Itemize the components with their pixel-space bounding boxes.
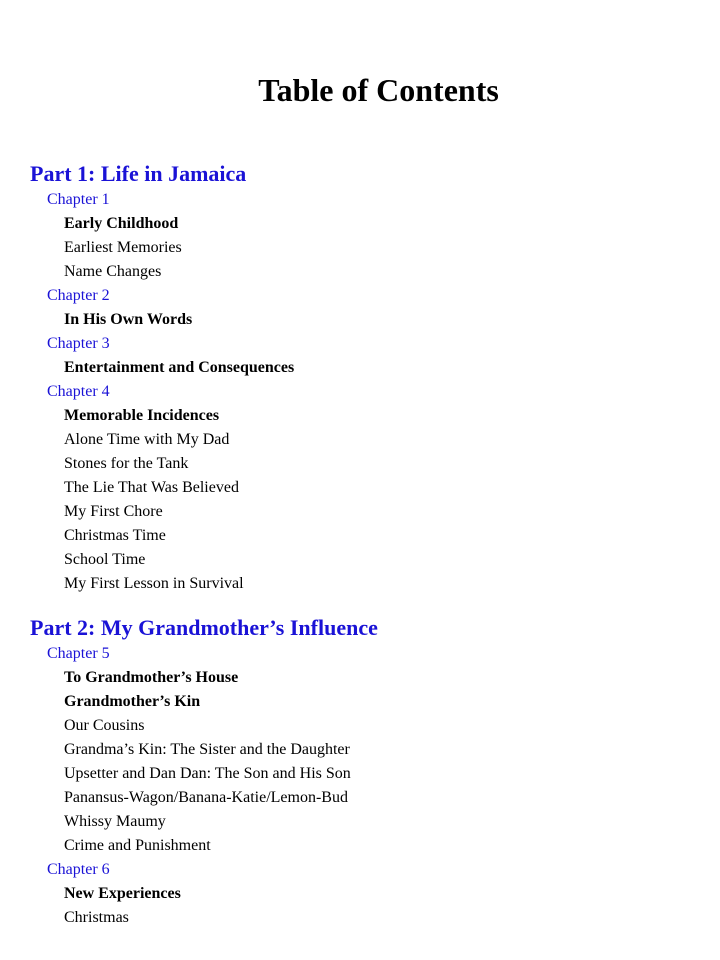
chapter-link[interactable]: Chapter 3 — [47, 335, 110, 352]
subsection-entry: Christmas Time — [64, 527, 166, 544]
section-entry: To Grandmother’s House — [64, 669, 239, 686]
part-heading[interactable]: Part 1: Life in Jamaica — [30, 161, 247, 186]
section-entry: Entertainment and Consequences — [64, 359, 295, 376]
subsection-entry: Panansus-Wagon/Banana-Katie/Lemon-Bud — [64, 789, 348, 806]
subsection-entry: Christmas — [64, 909, 129, 926]
chapter-link[interactable]: Chapter 4 — [47, 383, 110, 400]
section-entry: New Experiences — [64, 885, 181, 902]
subsection-entry: Name Changes — [64, 263, 162, 280]
part-heading[interactable]: Part 2: My Grandmother’s Influence — [30, 615, 378, 640]
subsection-entry: My First Lesson in Survival — [64, 575, 244, 592]
subsection-entry: Earliest Memories — [64, 239, 182, 256]
subsection-entry: Alone Time with My Dad — [64, 431, 230, 448]
page-title: Table of Contents — [258, 72, 499, 108]
subsection-entry: Crime and Punishment — [64, 837, 211, 854]
subsection-entry: Upsetter and Dan Dan: The Son and His Son — [64, 765, 351, 782]
subsection-entry: School Time — [64, 551, 146, 568]
subsection-entry: Whissy Maumy — [64, 813, 166, 830]
section-entry: In His Own Words — [64, 311, 193, 328]
subsection-entry: Stones for the Tank — [64, 455, 189, 472]
section-entry: Grandmother’s Kin — [64, 693, 201, 710]
subsection-entry: The Lie That Was Believed — [64, 479, 239, 496]
section-entry: Early Childhood — [64, 215, 179, 232]
chapter-link[interactable]: Chapter 6 — [47, 861, 110, 878]
subsection-entry: Our Cousins — [64, 717, 145, 734]
subsection-entry: My First Chore — [64, 503, 163, 520]
chapter-link[interactable]: Chapter 1 — [47, 191, 110, 208]
chapter-link[interactable]: Chapter 5 — [47, 645, 110, 662]
section-entry: Memorable Incidences — [64, 407, 220, 424]
chapter-link[interactable]: Chapter 2 — [47, 287, 110, 304]
subsection-entry: Grandma’s Kin: The Sister and the Daughter — [64, 741, 350, 758]
